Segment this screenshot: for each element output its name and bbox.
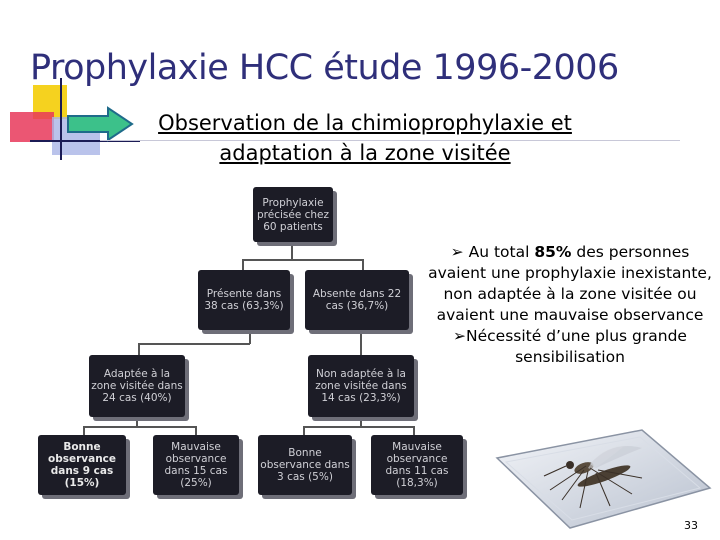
node-present: Présente dans 38 cas (63,3%): [198, 270, 290, 330]
connector: [303, 426, 305, 435]
connector: [138, 343, 140, 355]
connector: [242, 259, 364, 261]
node-adapted-bad-observance: Mauvaise observance dans 15 cas (25%): [153, 435, 239, 495]
slide-title: Prophylaxie HCC étude 1996-2006: [30, 48, 619, 88]
node-absent: Absente dans 22 cas (36,7%): [305, 270, 409, 330]
summary-text: [425, 242, 715, 368]
summary-suffix: des personnes avaient une prophylaxie inexistante, non adaptée à la zone visitée ou avaient une mauvaise observance: [428, 243, 712, 324]
slide-subtitle: [130, 108, 600, 168]
connector: [83, 426, 197, 428]
connector: [83, 426, 85, 435]
arrow-bullet-icon: ➢: [450, 243, 469, 261]
connector: [303, 426, 415, 428]
summary-point-2: [425, 326, 715, 368]
arrow-bullet-icon: ➢: [453, 327, 467, 345]
connector: [195, 426, 197, 435]
connector: [242, 259, 244, 270]
summary-highlight: 85%: [534, 243, 572, 261]
node-not-adapted-good-observance: Bonne observance dans 3 cas (5%): [258, 435, 352, 495]
node-adapted: Adaptée à la zone visitée dans 24 cas (40%): [89, 355, 185, 417]
subtitle-line-1: Observation de la chimioprophylaxie et: [158, 111, 572, 135]
connector: [413, 426, 415, 435]
page-number: 33: [684, 519, 698, 532]
mosquito-photo: [492, 418, 714, 533]
connector: [360, 330, 362, 355]
connector: [138, 343, 250, 345]
connector: [362, 259, 364, 270]
subtitle-line-2: adaptation à la zone visitée: [219, 141, 511, 165]
node-root: Prophylaxie précisée chez 60 patients: [253, 187, 333, 242]
green-arrow-icon: [66, 106, 136, 142]
node-not-adapted-bad-observance: Mauvaise observance dans 11 cas (18,3%): [371, 435, 463, 495]
red-square: [10, 112, 54, 142]
summary-conclusion: Nécessité d’une plus grande sensibilisation: [466, 327, 687, 366]
summary-prefix: Au total: [468, 243, 535, 261]
node-adapted-good-observance: Bonne observance dans 9 cas (15%): [38, 435, 126, 495]
node-not-adapted: Non adaptée à la zone visitée dans 14 cas (23,3%): [308, 355, 414, 417]
connector: [291, 242, 293, 260]
vertical-line: [60, 78, 62, 160]
summary-point-1: [425, 242, 715, 326]
connector: [249, 330, 251, 344]
